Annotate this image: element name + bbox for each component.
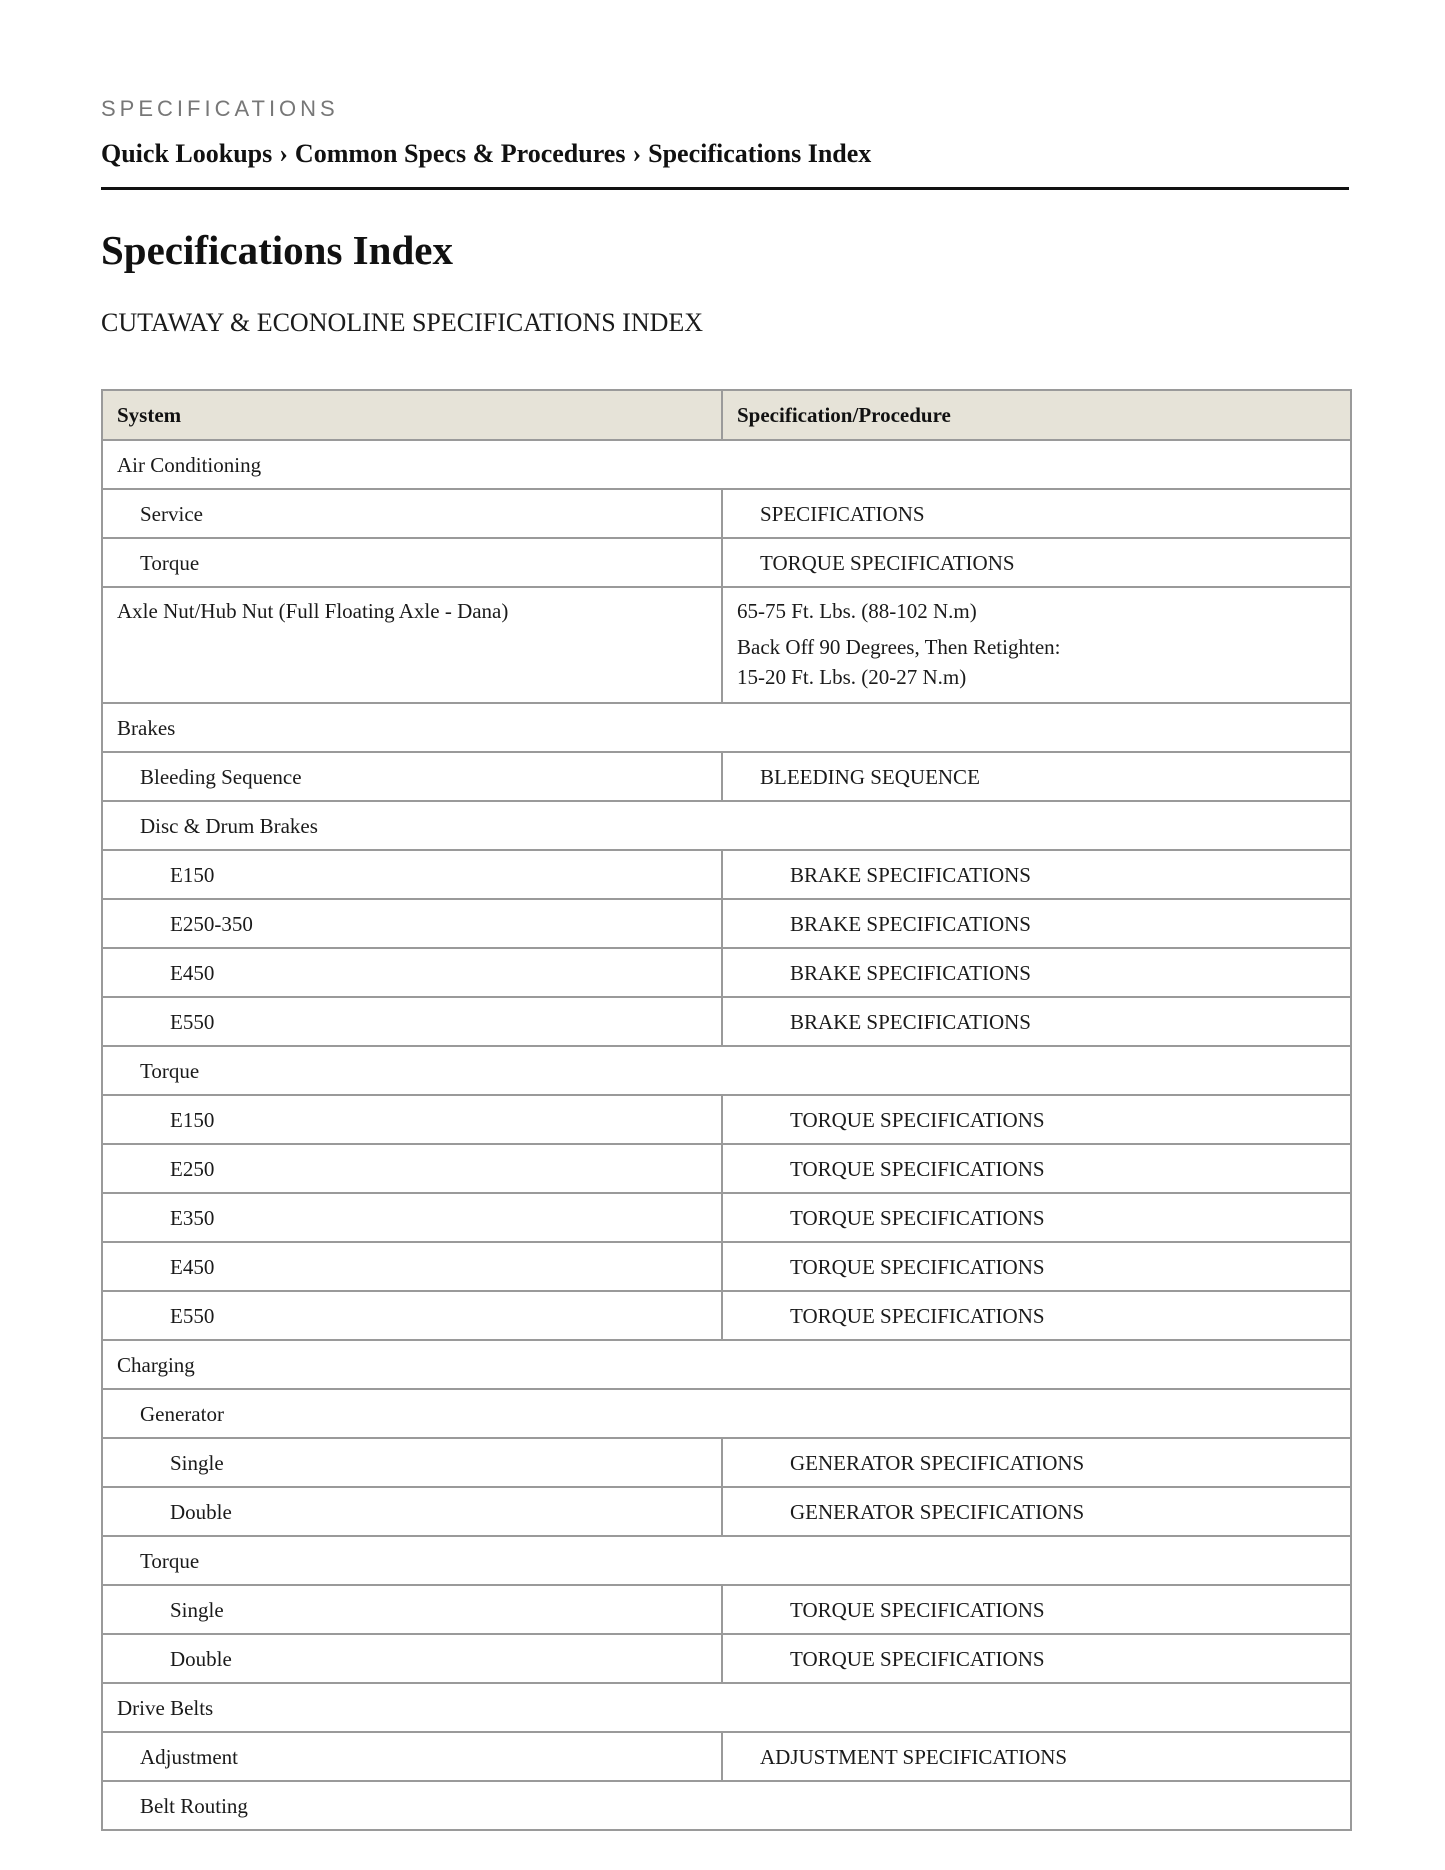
group-cell — [102, 1781, 1351, 1830]
table-body — [102, 440, 1351, 1830]
header-divider — [101, 187, 1349, 190]
table-header-row — [102, 390, 1351, 440]
system-label: E250 — [170, 1156, 215, 1181]
system-cell — [102, 538, 722, 587]
system-label: E150 — [170, 1107, 215, 1132]
spec-link[interactable]: BLEEDING SEQUENCE — [760, 764, 980, 789]
system-cell — [102, 1732, 722, 1781]
system-cell — [102, 1193, 722, 1242]
table-row — [102, 1634, 1351, 1683]
spec-cell — [722, 899, 1351, 948]
section-eyebrow: SPECIFICATIONS — [101, 96, 339, 121]
spec-cell — [722, 752, 1351, 801]
group-cell — [102, 440, 1351, 489]
group-cell — [102, 801, 1351, 850]
spec-link[interactable]: TORQUE SPECIFICATIONS — [790, 1303, 1045, 1328]
system-cell — [102, 587, 722, 703]
table-row — [102, 1193, 1351, 1242]
table-row — [102, 1095, 1351, 1144]
table-row — [102, 1340, 1351, 1389]
system-cell — [102, 1144, 722, 1193]
breadcrumb-separator: › — [632, 139, 642, 168]
system-label: Service — [140, 501, 203, 526]
table-row — [102, 1683, 1351, 1732]
system-cell — [102, 1242, 722, 1291]
system-cell — [102, 1095, 722, 1144]
spec-link[interactable]: ADJUSTMENT SPECIFICATIONS — [760, 1744, 1068, 1769]
system-label: E150 — [170, 862, 215, 887]
spec-cell — [722, 1732, 1351, 1781]
system-label: E450 — [170, 1254, 215, 1279]
system-label: E250-350 — [170, 911, 253, 936]
breadcrumb-separator: › — [279, 139, 288, 168]
system-cell — [102, 752, 722, 801]
table-row — [102, 1438, 1351, 1487]
spec-cell — [722, 1487, 1351, 1536]
group-cell — [102, 1536, 1351, 1585]
table-row — [102, 587, 1351, 703]
spec-link[interactable]: TORQUE SPECIFICATIONS — [790, 1597, 1045, 1622]
table-row — [102, 1242, 1351, 1291]
group-label: Air Conditioning — [117, 452, 262, 477]
table-row — [102, 801, 1351, 850]
table-row — [102, 948, 1351, 997]
spec-link[interactable]: BRAKE SPECIFICATIONS — [790, 1009, 1031, 1034]
group-cell — [102, 1389, 1351, 1438]
group-label: Charging — [117, 1352, 195, 1377]
table-row — [102, 440, 1351, 489]
table-row — [102, 850, 1351, 899]
column-header-spec: Specification/Procedure — [722, 390, 1351, 440]
system-cell — [102, 1487, 722, 1536]
breadcrumb — [101, 138, 1349, 170]
system-cell — [102, 1634, 722, 1683]
system-cell — [102, 899, 722, 948]
table-row — [102, 1291, 1351, 1340]
table-row — [102, 703, 1351, 752]
spec-link[interactable]: TORQUE SPECIFICATIONS — [790, 1107, 1045, 1132]
spec-cell — [722, 1242, 1351, 1291]
column-header-system: System — [102, 390, 722, 440]
group-cell — [102, 1340, 1351, 1389]
spec-value-line: 15-20 Ft. Lbs. (20-27 N.m) — [737, 665, 967, 689]
spec-link[interactable]: TORQUE SPECIFICATIONS — [790, 1156, 1045, 1181]
group-label: Drive Belts — [117, 1695, 214, 1720]
table-row — [102, 1487, 1351, 1536]
page-subtitle: CUTAWAY & ECONOLINE SPECIFICATIONS INDEX — [101, 308, 704, 337]
system-label: Double — [170, 1499, 232, 1524]
table-row — [102, 1536, 1351, 1585]
table-row — [102, 1144, 1351, 1193]
spec-cell — [722, 587, 1351, 703]
table-row — [102, 1585, 1351, 1634]
system-label: Adjustment — [140, 1744, 238, 1769]
group-label: Disc & Drum Brakes — [140, 813, 318, 838]
group-label: Torque — [140, 1058, 200, 1083]
system-label: Single — [170, 1450, 224, 1475]
spec-link[interactable]: BRAKE SPECIFICATIONS — [790, 862, 1031, 887]
system-cell — [102, 489, 722, 538]
table-row — [102, 1732, 1351, 1781]
system-label: E350 — [170, 1205, 215, 1230]
page-title: Specifications Index — [101, 227, 453, 273]
table-row — [102, 899, 1351, 948]
specifications-table — [101, 389, 1352, 1831]
system-cell — [102, 948, 722, 997]
system-label: Bleeding Sequence — [140, 764, 302, 789]
system-label: E450 — [170, 960, 215, 985]
group-label: Belt Routing — [140, 1793, 248, 1818]
spec-link[interactable]: SPECIFICATIONS — [760, 501, 925, 526]
table-row — [102, 489, 1351, 538]
spec-value-line: Back Off 90 Degrees, Then Retighten: — [737, 635, 1061, 659]
system-cell — [102, 1438, 722, 1487]
spec-cell — [722, 850, 1351, 899]
system-label: E550 — [170, 1303, 215, 1328]
group-label: Torque — [140, 1548, 200, 1573]
group-cell — [102, 703, 1351, 752]
system-cell — [102, 1585, 722, 1634]
table-row — [102, 1046, 1351, 1095]
breadcrumb-quick-lookups[interactable]: Quick Lookups — [101, 139, 273, 168]
table-row — [102, 997, 1351, 1046]
spec-cell — [722, 1634, 1351, 1683]
spec-link[interactable]: BRAKE SPECIFICATIONS — [790, 911, 1031, 936]
spec-link[interactable]: BRAKE SPECIFICATIONS — [790, 960, 1031, 985]
spec-cell — [722, 1438, 1351, 1487]
spec-cell — [722, 538, 1351, 587]
spec-value-line: 65-75 Ft. Lbs. (88-102 N.m) — [737, 599, 977, 623]
spec-cell — [722, 1585, 1351, 1634]
spec-link[interactable]: TORQUE SPECIFICATIONS — [790, 1254, 1045, 1279]
group-cell — [102, 1683, 1351, 1732]
spec-link[interactable]: GENERATOR SPECIFICATIONS — [790, 1499, 1085, 1524]
system-cell — [102, 1291, 722, 1340]
system-cell — [102, 850, 722, 899]
system-label: Double — [170, 1646, 232, 1671]
spec-cell — [722, 1095, 1351, 1144]
spec-cell — [722, 489, 1351, 538]
spec-link[interactable]: TORQUE SPECIFICATIONS — [790, 1646, 1045, 1671]
system-label: Single — [170, 1597, 224, 1622]
group-cell — [102, 1046, 1351, 1095]
group-label: Brakes — [117, 715, 176, 740]
table-row — [102, 538, 1351, 587]
spec-cell — [722, 948, 1351, 997]
spec-cell — [722, 1291, 1351, 1340]
spec-link[interactable]: TORQUE SPECIFICATIONS — [790, 1205, 1045, 1230]
spec-cell — [722, 1193, 1351, 1242]
group-label: Generator — [140, 1401, 224, 1426]
table-row — [102, 1781, 1351, 1830]
spec-link[interactable]: TORQUE SPECIFICATIONS — [760, 550, 1015, 575]
spec-cell — [722, 1144, 1351, 1193]
table-row — [102, 1389, 1351, 1438]
system-label: E550 — [170, 1009, 215, 1034]
breadcrumb-specifications-index: Specifications Index — [648, 139, 872, 168]
table-row — [102, 752, 1351, 801]
breadcrumb-common-specs[interactable]: Common Specs & Procedures — [294, 139, 626, 168]
system-label: Torque — [140, 550, 200, 575]
system-cell — [102, 997, 722, 1046]
spec-link[interactable]: GENERATOR SPECIFICATIONS — [790, 1450, 1085, 1475]
spec-cell — [722, 997, 1351, 1046]
system-label: Axle Nut/Hub Nut (Full Floating Axle - Dana) — [117, 599, 509, 623]
